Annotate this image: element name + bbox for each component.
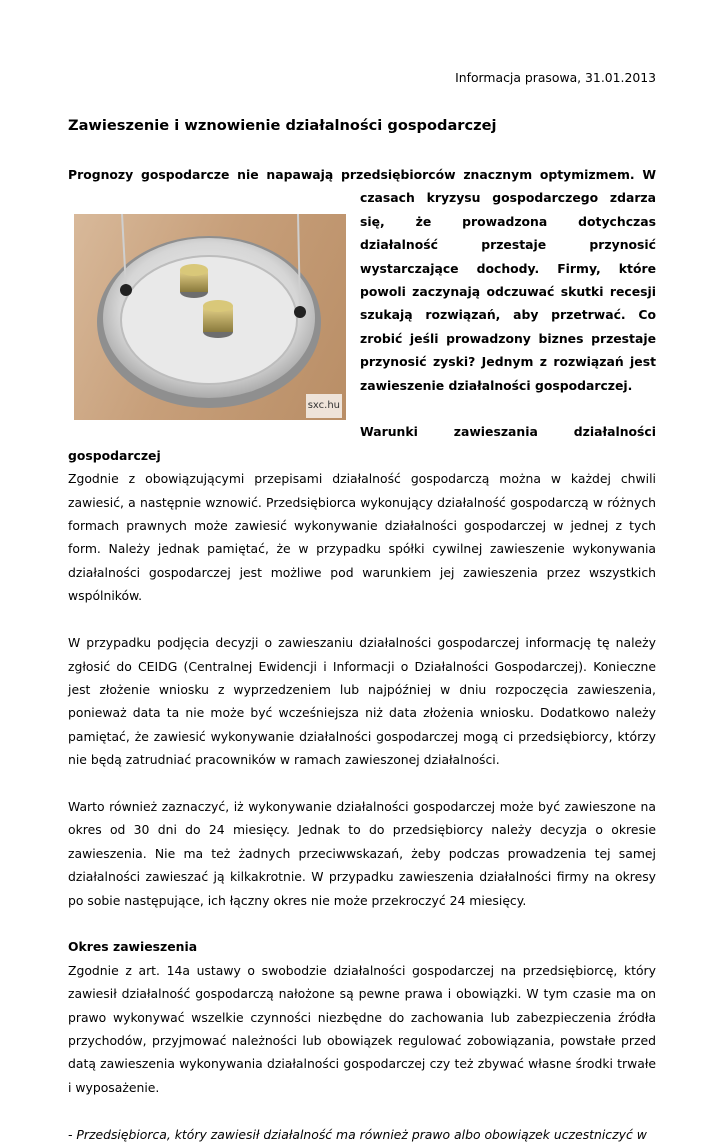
press-release-dateline: Informacja prasowa, 31.01.2013	[455, 70, 656, 85]
paragraph-conditions-2: W przypadku podjęcia decyzji o zawieszaniu działalności gospodarczej informację tę należy zgłosić do CEIDG (Centralnej Ewidencji i Informacji o Działalności Gospodarczej). Konieczne jest złożenie wniosku z wyprzedzeniem lub najpóźniej w dniu rozpoczęcia zawieszenia, ponieważ data ta nie może być wcześniejsza niż data złożenia wniosku. Dodatkowo należy pamiętać, że zawiesić wykonywanie działalności gospodarczej mogą ci przedsiębiorcy, którzy nie będą zatrudniać pracowników w ramach zawieszonej działalności.	[68, 635, 656, 768]
document-title: Zawieszenie i wznowienie działalności gospodarczej	[68, 117, 497, 134]
paragraph-period: Zgodnie z art. 14a ustawy o swobodzie działalności gospodarczej na przedsiębiorcę, który zawiesił działalność gospodarczą nałożone są pewne prawa i obowiązki. W tym czasie ma on prawo wykonywać wszelkie czynności niezbędne do zachowania lub zabezpieczenia źródła przychodów, przyjmować należności lub obowiązek regulować zobowiązania, powstałe przed datą zawieszenia wykonywania działalności gospodarczej czy też zbywać własne środki trwałe i wyposażenie.	[68, 962, 656, 1095]
paragraph-conditions-3: Warto również zaznaczyć, iż wykonywanie działalności gospodarczej może być zawieszone na okres od 30 dni do 24 miesięcy. Jednak to do przedsiębiorcy należy decyzja o okresie zawieszenia. Nie ma też żadnych przeciwwskazań, żeby podczas prowadzenia tej samej działalności zawieszać ją kilkakrotnie. W przypadku zawieszenia działalności firmy na okresy po sobie następujące, ich łączny okres nie może przekroczyć 24 miesięcy.	[68, 798, 656, 908]
scale-coins-photo	[74, 214, 346, 420]
section-heading-conditions: Warunki zawieszania działalności gospodarczej	[68, 424, 656, 463]
lead-paragraph: Prognozy gospodarcze nie napawają przedsiębiorców znacznym optymizmem. W czasach kryzysu gospodarczego zdarza się, że prowadzona dotychczas działalność przestaje przynosić wystarczające dochody. Firmy, które powoli zaczynają odczuwać skutki recesji szukają rozwiązań, aby przetrwać. Co zrobić jeśli prowadzony biznes przestaje przynosić zyski? Jednym z rozwiązań jest zawieszenie działalności gospodarczej.	[68, 167, 656, 393]
photo-credit: sxc.hu	[306, 394, 342, 417]
scale-pan-illustration	[74, 214, 346, 420]
bullet-rights: - Przedsiębiorca, który zawiesił działalność ma również prawo albo obowiązek uczestniczyć w	[68, 1126, 647, 1142]
section-heading-period: Okres zawieszenia	[68, 939, 198, 955]
paragraph-conditions-1: Zgodnie z obowiązującymi przepisami działalność gospodarczą można w każdej chwili zawiesić, a następnie wznowić. Przedsiębiorca wykonujący działalność gospodarczą w różnych formach prawnych może zawiesić wykonywanie działalności gospodarczej w jednej z tych form. Należy jednak pamiętać, że w przypadku spółki cywilnej zawieszenie wykonywania działalności gospodarczej jest możliwe pod warunkiem jej zawieszenia przez wszystkich wspólników.	[68, 471, 656, 604]
document-body	[68, 163, 656, 1146]
